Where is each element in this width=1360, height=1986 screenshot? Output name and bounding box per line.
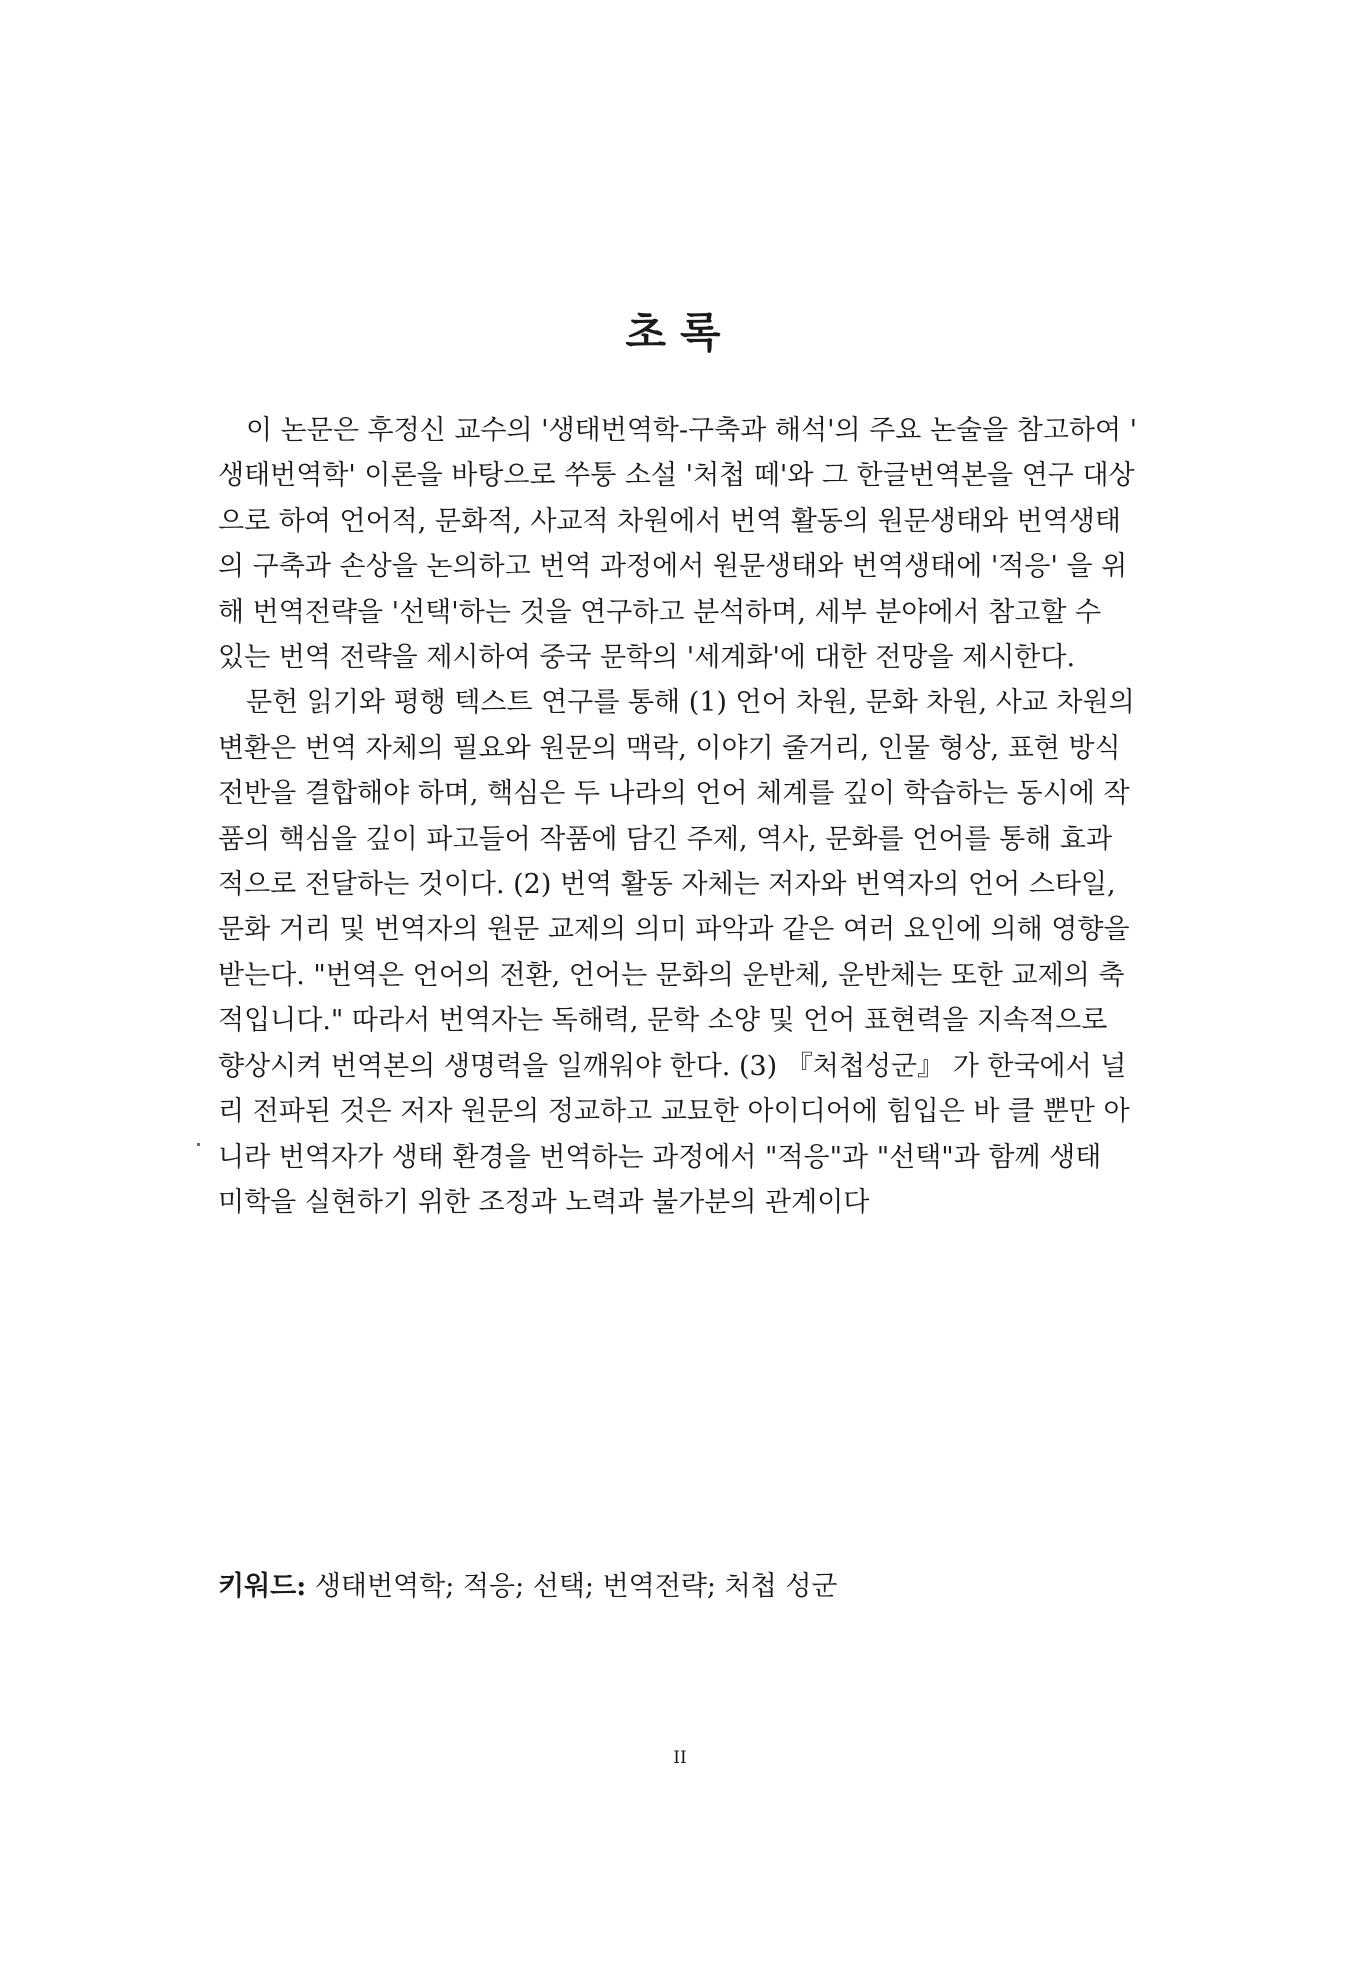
text-line: 리 전파된 것은 저자 원문의 정교하고 교묘한 아이디어에 힘입은 바 클 뿐만 아 (218, 1096, 1130, 1128)
text-line: 생태번역학' 이론을 바탕으로 쑤퉁 소설 '처첩 떼'와 그 한글번역본을 연구 대상 (218, 460, 1135, 492)
text-line: 변환은 번역 자체의 필요와 원문의 맥락, 이야기 줄거리, 인물 형상, 표현 방식 (218, 732, 1121, 764)
text-line: 품의 핵심을 깊이 파고들어 작품에 담긴 주제, 역사, 문화를 언어를 통해 효과 (218, 823, 1113, 855)
text-line: 니라 번역자가 생태 환경을 번역하는 과정에서 "적응"과 "선택"과 함께 생태 (218, 1141, 1102, 1173)
keywords-line (218, 1564, 1138, 1609)
page-number: II (673, 1748, 687, 1768)
text-line: 있는 번역 전략을 제시하여 중국 문학의 '세계화'에 대한 전망을 제시한다. (218, 642, 1076, 674)
scan-speck (197, 1143, 200, 1146)
text-line: 으로 하여 언어적, 문화적, 사교적 차원에서 번역 활동의 원문생태와 번역생태 (218, 505, 1121, 537)
text-line: 의 구축과 손상을 논의하고 번역 과정에서 원문생태와 번역생태에 '적응' 을 위 (218, 551, 1128, 583)
text-line: 해 번역전략을 '선택'하는 것을 연구하고 분석하며, 세부 분야에서 참고할 수 (218, 596, 1102, 628)
text-line: 향상시켜 번역본의 생명력을 일깨워야 한다. (3) 『처첩성군』 가 한국에서 널 (218, 1050, 1127, 1082)
text-line: 문화 거리 및 번역자의 원문 교제의 의미 파악과 같은 여러 요인에 의해 영향을 (218, 914, 1130, 946)
text-line: 문헌 읽기와 평행 텍스트 연구를 통해 (1) 언어 차원, 문화 차원, 사교 차원의 (246, 687, 1135, 719)
text-line: 적입니다." 따라서 번역자는 독해력, 문학 소양 및 언어 표현력을 지속적으로 (218, 1005, 1108, 1037)
text-line: 전반을 결합해야 하며, 핵심은 두 나라의 언어 체계를 깊이 학습하는 동시에 작 (218, 778, 1130, 810)
abstract-paragraph-2 (218, 680, 1138, 1225)
text-line: 이 논문은 후정신 교수의 '생태번역학-구축과 해석'의 주요 논술을 참고하여 ' (246, 415, 1138, 446)
text-line: 적으로 전달하는 것이다. (2) 번역 활동 자체는 저자와 번역자의 언어 스타일, (218, 869, 1116, 901)
abstract-body (218, 408, 1138, 1225)
abstract-paragraph-1 (218, 408, 1138, 680)
keywords-label: 키워드: (218, 1571, 307, 1602)
keywords-text: 생태번역학; 적응; 선택; 번역전략; 처첩 성군 (314, 1571, 838, 1602)
text-line: 미학을 실현하기 위한 조정과 노력과 불가분의 관계이다 (218, 1186, 870, 1218)
abstract-title: 초록 (625, 308, 735, 357)
text-line: 받는다. "번역은 언어의 전환, 언어는 문화의 운반체, 운반체는 또한 교제의 축 (218, 959, 1125, 991)
